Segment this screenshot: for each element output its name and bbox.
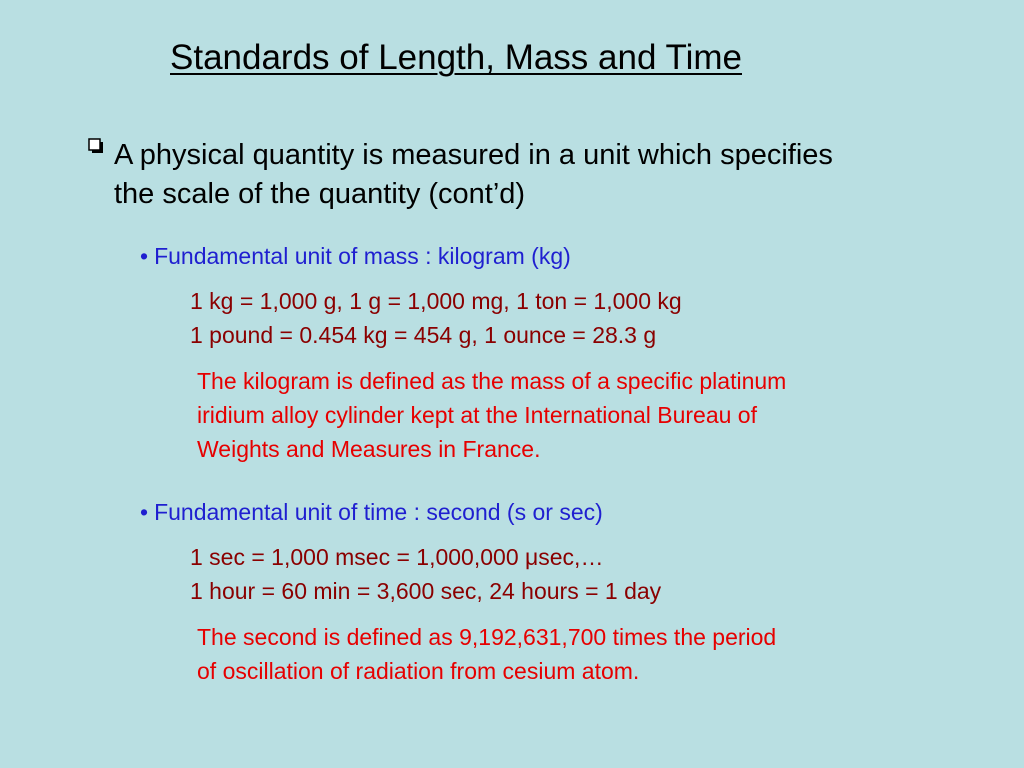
main-point [114, 136, 994, 214]
bullet-dot: • [140, 499, 149, 525]
time-heading-text: Fundamental unit of time : second (s or sec) [154, 499, 603, 525]
mass-conversion-line: 1 kg = 1,000 g, 1 g = 1,000 mg, 1 ton = 1,000 kg [190, 288, 682, 314]
time-heading [140, 499, 603, 526]
time-conversions [190, 540, 661, 608]
mass-definition-line: iridium alloy cylinder kept at the International Bureau of [197, 402, 757, 428]
main-point-line-2: the scale of the quantity (cont’d) [114, 178, 526, 210]
mass-definition [197, 364, 957, 466]
time-definition-line: of oscillation of radiation from cesium atom. [197, 658, 640, 684]
time-conversion-line: 1 sec = 1,000 msec = 1,000,000 μsec,… [190, 544, 604, 570]
hollow-square-bullet-icon [88, 138, 104, 154]
bullet-dot: • [140, 243, 149, 269]
slide-title: Standards of Length, Mass and Time [170, 38, 742, 77]
mass-conversions [190, 284, 682, 352]
mass-heading [140, 243, 571, 270]
mass-definition-line: The kilogram is defined as the mass of a specific platinum [197, 368, 787, 394]
mass-heading-text: Fundamental unit of mass : kilogram (kg) [154, 243, 571, 269]
mass-definition-line: Weights and Measures in France. [197, 436, 541, 462]
mass-conversion-line: 1 pound = 0.454 kg = 454 g, 1 ounce = 28.3 g [190, 322, 657, 348]
main-point-line-1: A physical quantity is measured in a unit which specifies [114, 139, 833, 171]
time-definition [197, 620, 957, 688]
time-definition-line: The second is defined as 9,192,631,700 times the period [197, 624, 777, 650]
time-conversion-line: 1 hour = 60 min = 3,600 sec, 24 hours = 1 day [190, 578, 662, 604]
